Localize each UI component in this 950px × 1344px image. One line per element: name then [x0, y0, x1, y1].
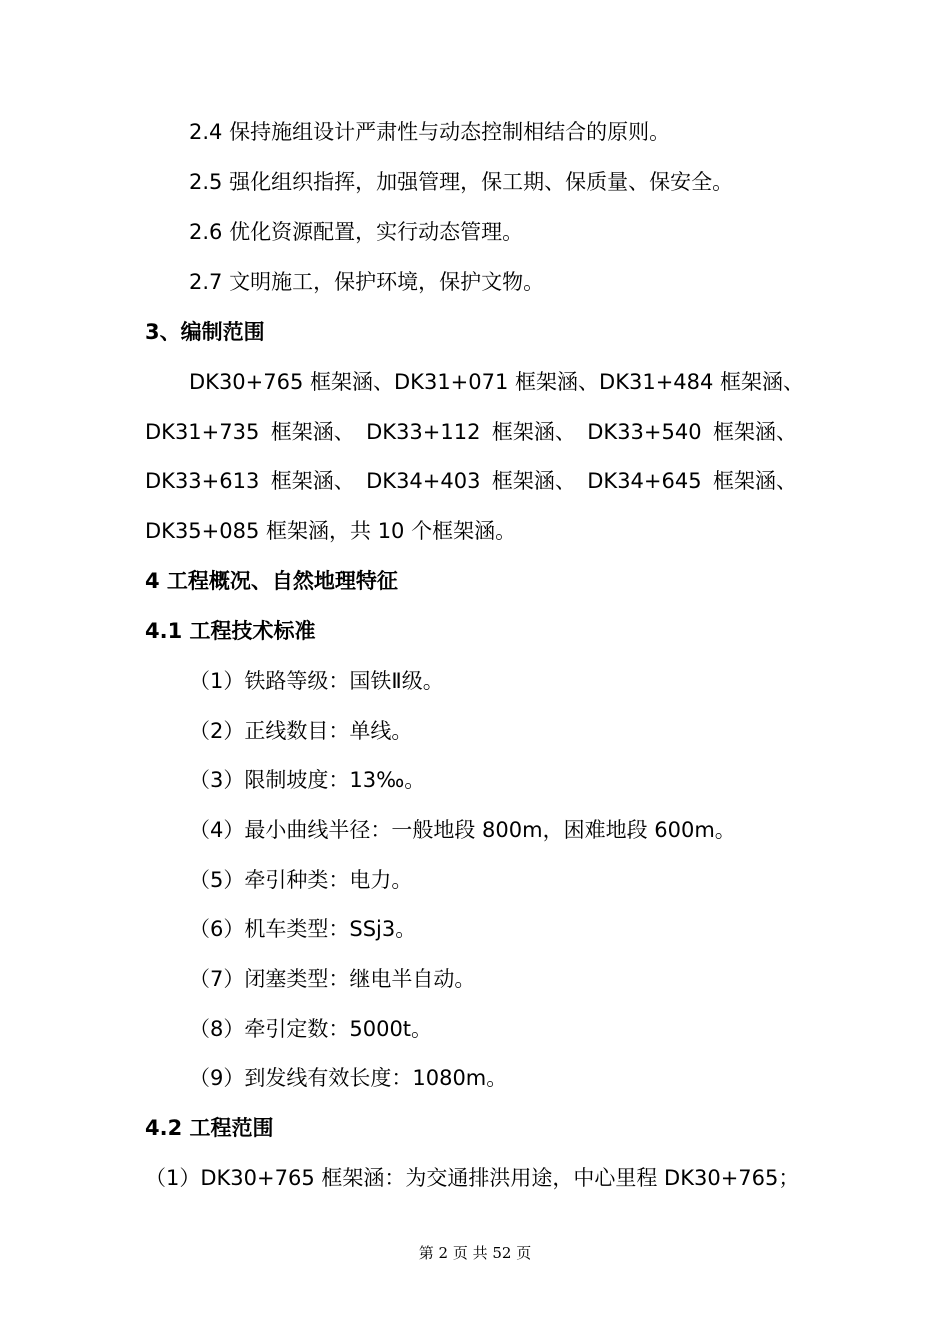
scope-item-1: （1）DK30+765 框架涵：为交通排洪用途，中心里程 DK30+765；: [145, 1166, 800, 1190]
section-4-2-heading: 4.2 工程范围: [145, 1116, 274, 1140]
section-3-heading: 3、编制范围: [145, 320, 265, 344]
standard-item: （5）牵引种类：电力。: [189, 868, 413, 892]
scope-line-2-part: 框架涵、: [491, 420, 576, 444]
standard-item: （4）最小曲线半径：一般地段 800m，困难地段 600m。: [189, 818, 736, 842]
scope-line-3-part: DK34+403: [366, 469, 481, 493]
standard-item: （9）到发线有效长度：1080m。: [189, 1066, 508, 1090]
scope-line-3-part: 框架涵、: [712, 469, 797, 493]
principle-2-5: 2.5 强化组织指挥，加强管理，保工期、保质量、保安全。: [189, 170, 734, 194]
scope-line-3: [145, 467, 797, 495]
scope-line-2-part: 框架涵、: [712, 420, 797, 444]
scope-line-2-part: DK33+112: [366, 420, 481, 444]
standard-item: （8）牵引定数：5000t。: [189, 1017, 433, 1041]
principle-2-6: 2.6 优化资源配置，实行动态管理。: [189, 220, 524, 244]
principle-2-4: 2.4 保持施组设计严肃性与动态控制相结合的原则。: [189, 120, 671, 144]
standard-item: （7）闭塞类型：继电半自动。: [189, 967, 476, 991]
standard-item: （6）机车类型：SSj3。: [189, 917, 417, 941]
standard-item: （1）铁路等级：国铁Ⅱ级。: [189, 669, 444, 693]
scope-line-4: DK35+085 框架涵，共 10 个框架涵。: [145, 519, 517, 543]
page-footer: 第 2 页 共 52 页: [418, 1244, 532, 1262]
scope-line-3-part: DK33+613: [145, 469, 260, 493]
section-4-heading: 4 工程概况、自然地理特征: [145, 569, 398, 593]
principle-2-7: 2.7 文明施工，保护环境，保护文物。: [189, 270, 545, 294]
scope-line-1: DK30+765 框架涵、DK31+071 框架涵、DK31+484 框架涵、: [189, 370, 805, 394]
standard-item: （3）限制坡度：13‰。: [189, 768, 426, 792]
scope-line-3-part: 框架涵、: [270, 469, 355, 493]
scope-line-3-part: 框架涵、: [491, 469, 576, 493]
scope-line-2-part: DK31+735: [145, 420, 260, 444]
scope-line-2: [145, 418, 797, 446]
standard-item: （2）正线数目：单线。: [189, 719, 413, 743]
section-4-1-heading: 4.1 工程技术标准: [145, 619, 316, 643]
scope-line-2-part: 框架涵、: [270, 420, 355, 444]
scope-line-2-part: DK33+540: [587, 420, 702, 444]
scope-line-3-part: DK34+645: [587, 469, 702, 493]
